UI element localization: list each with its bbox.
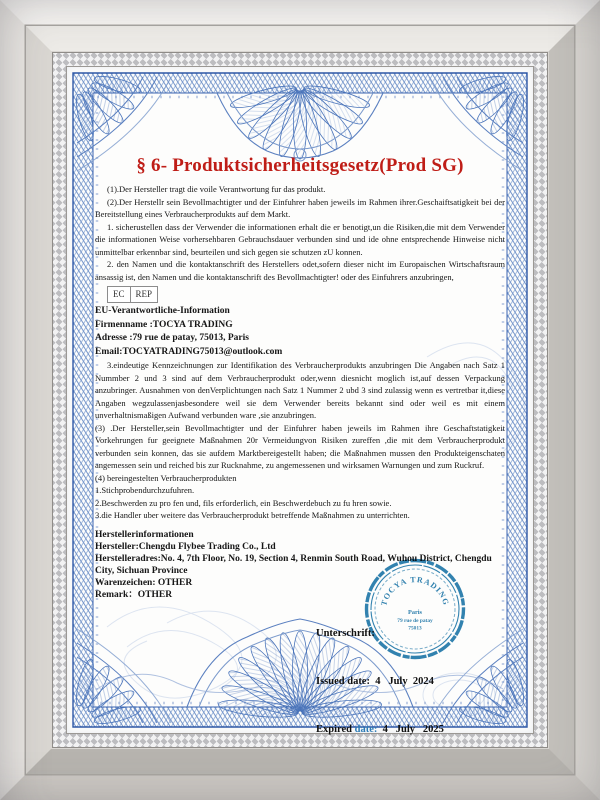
unterschrift-label: Unterschrift: [316,628,375,639]
eu-adresse: Adresse :79 rue de patay, 75013, Paris [95,333,249,343]
eu-firmenname: Firmenname :TOCYA TRADING [95,319,233,330]
eu-info-heading: EU-Verantwortliche-Information [95,306,230,316]
expired-date-value: 4 July 2025 [382,724,444,735]
ec-rep-box [107,286,158,303]
ec-rep-mark [95,283,505,305]
issued-date-value: 4 July 2024 [375,676,434,687]
expired-date-label: Expired [316,724,355,735]
manufacturer-address: Herstelleradres:No. 4, 7th Floor, No. 19, Section 4, Renmin South Road, Wuhou District, Chengdu City, Sichuan Province [95,553,492,576]
issued-date-label: Issued date: [316,676,376,687]
paragraph-4: (3) .Der Hersteller,sein Bevollmachtigter und der Einfuhrer haben jeweils im Rahmen ihre Geschaftstatigkeit Vorkehrungen fur geeignete Maßnahmen 20r Vermeidungvon Risiken zureffen ,die mit dem Verbraucherprodukt verbunden sein konnen, das sie aufdem Marktbereigestellt haben; die Maßnahmen mussen den Produkteigenschaten angemessen sein und reiched bis zur Rucknahme, zu angemessenen und wirksamen Warnungen und zum Ruckruf. [95,422,505,470]
issued-date-row [316,674,444,690]
stamp-street: 79 rue de patay [397,618,433,624]
paragraph-3: 3.eindeutige Kennzeichnungen zur Identifikation des Verbraucherprodukts anzubringen Die Angaben nach Satz 1 Nummber 2 und 3 sind auf dem Verbraucherprodukt oder,wenn diesnicht moglich ist,auf dessen Verpackung anzubringer. Ausnahmen von denVerplichtungen nach Satz 1 Nummer 2 ubd 3 sind zulassig wenn es vertretbar it,diese Angaben wegzulassenjasbesondere weil sie dem Verwender bereits bekannt sind oder weil es mit einem unverhaltnismaßigen Aufwand verbunden ware ,sie anzubringen. [95,360,505,420]
paragraph-1: (1).Der Hersteller tragt die voile Verantwortung fur das produkt. [107,184,326,194]
paragraph-2: (2).Der Herstellr sein Bevollmachtigter und der Einfuhrer haben jeweils im Rahmen ihrer.Geschaiftsatigkeit bei der Bereitstellung eines Verbraucherprodukts auf dem Markt. [95,196,505,219]
eu-email: Email:TOCYATRADING75013@outlook.com [95,346,283,357]
paragraph-5: (4) bereingestelten Verbraucherprodukten [95,472,237,483]
ec-cell: EC [108,287,131,302]
stamp-city: Paris [408,609,422,616]
certificate-paper [67,67,533,733]
manufacturer-heading: Herstellerinformationen [95,529,194,540]
company-stamp [363,557,467,661]
expired-date-word: date: [354,724,383,735]
manufacturer-remark: Remark：OTHER [95,589,173,600]
rep-cell: REP [135,289,153,299]
stamp-company-arc-text: TOCYA TRADING [379,575,451,607]
list-item-2: 2. den Namen und die kontaktanschrift des Herstellers odet,sofern dieser nicht im Europaischen Wirtschaftsraum ansassig ist, den Namen und die kontaktanschrift des Bevollmachtigter! oder des Einfuhrers anzubringen, [95,259,505,282]
list-item-1: 1. sicherustellen dass der Verwender die informationen erhalt die er benotigt,un die Risiken,die mit dem Verwender die informationen Weise vorhersehbaren Gebrauchsdauer verbunden sind und ide ohne entsprechende Hinweise nicht unmittelbar erkennbar sind, beurteilen und sich gegen sie schutzen zU konnen. [95,221,505,257]
paragraph-7: 2.Beschwerden zu pro fen und, fils erforderlich, ein Beschwerdebuch zu fu hren sowie. [95,497,392,508]
paragraph-8: 3.die Handler uber weitere das Verbraucherprodukt betreffende Maßnahmen zu unterrichten. [95,510,410,520]
manufacturer-trademark: Warenzeichen: OTHER [95,577,193,588]
certificate-title: § 6- Produktsicherheitsgesetz(Prod SG) [136,155,464,176]
manufacturer-name: Hersteller:Chengdu Flybee Trading Co., Ltd [95,541,276,552]
paragraph-6: 1.Stichprobendurchzufuhren. [95,485,195,495]
expired-date-row [316,722,444,738]
stamp-postcode: 75013 [408,625,422,632]
